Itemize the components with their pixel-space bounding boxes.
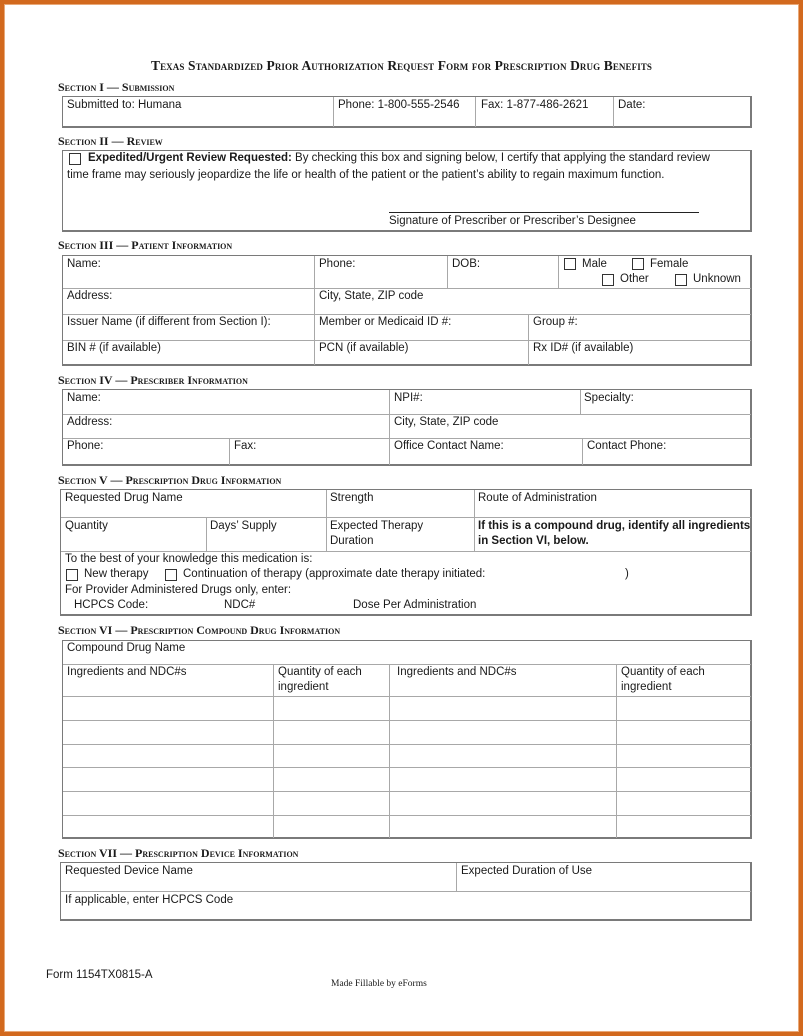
ndc-field[interactable]: NDC# <box>224 599 256 611</box>
divider <box>63 815 751 816</box>
continuation-close-paren: ) <box>625 568 629 580</box>
prescriber-city-field[interactable]: City, State, ZIP code <box>394 416 499 428</box>
divider <box>61 551 751 552</box>
divider <box>63 664 751 665</box>
other-label: Other <box>620 273 649 285</box>
section-2-heading: Section II — Review <box>58 134 163 148</box>
therapy-duration-label-2: Duration <box>330 535 374 547</box>
expedited-label: Expedited/Urgent Review Requested: <box>88 152 292 164</box>
divider <box>389 390 390 465</box>
divider <box>229 438 230 465</box>
form-title: Texas Standardized Prior Authorization Request Form for Prescription Drug Benefits <box>150 58 653 73</box>
ingredients-header-1: Ingredients and NDC#s <box>67 666 187 678</box>
divider <box>613 97 614 127</box>
compound-note-line-2: in Section VI, below. <box>478 535 589 547</box>
pcn-field[interactable]: PCN (if available) <box>319 342 409 354</box>
quantity-header-1a: Quantity of each <box>278 666 362 678</box>
unknown-checkbox[interactable] <box>675 274 687 286</box>
compound-note-line-1: If this is a compound drug, identify all ingredients <box>478 520 751 532</box>
quantity-header-2a: Quantity of each <box>621 666 705 678</box>
divider <box>474 490 475 551</box>
issuer-name-field[interactable]: Issuer Name (if different from Section I): <box>67 316 271 328</box>
strength-field[interactable]: Strength <box>330 492 374 504</box>
divider <box>63 438 751 439</box>
prescriber-phone-field[interactable]: Phone: <box>67 440 104 452</box>
patient-phone-field[interactable]: Phone: <box>319 258 356 270</box>
expected-duration-field[interactable]: Expected Duration of Use <box>461 865 593 877</box>
new-therapy-label: New therapy <box>84 568 149 580</box>
submission-fax-field[interactable]: Fax: 1-877-486-2621 <box>481 99 589 111</box>
specialty-field[interactable]: Specialty: <box>584 392 634 404</box>
device-hcpcs-field[interactable]: If applicable, enter HCPCS Code <box>65 894 234 906</box>
days-supply-field[interactable]: Days’ Supply <box>210 520 277 532</box>
divider <box>63 288 751 289</box>
submission-date-field[interactable]: Date: <box>618 99 646 111</box>
divider <box>333 97 334 127</box>
patient-address-field[interactable]: Address: <box>67 290 113 302</box>
divider <box>528 314 529 365</box>
ingredients-header-2: Ingredients and NDC#s <box>397 666 517 678</box>
expedited-description: By checking this box and signing below, I certify that applying the standard review <box>291 152 710 164</box>
divider <box>389 664 390 838</box>
member-id-field[interactable]: Member or Medicaid ID #: <box>319 316 452 328</box>
divider <box>63 314 751 315</box>
continuation-checkbox[interactable] <box>165 569 177 581</box>
requested-drug-name-field[interactable]: Requested Drug Name <box>65 492 183 504</box>
npi-field[interactable]: NPI#: <box>394 392 423 404</box>
divider <box>63 340 751 341</box>
divider <box>582 438 583 465</box>
divider <box>580 390 581 414</box>
divider <box>63 414 751 415</box>
prescriber-fax-field[interactable]: Fax: <box>234 440 257 452</box>
prescriber-name-field[interactable]: Name: <box>67 392 101 404</box>
divider <box>63 744 751 745</box>
other-checkbox[interactable] <box>602 274 614 286</box>
expedited-text-line-1 <box>88 152 710 164</box>
quantity-header-1b: ingredient <box>278 681 329 693</box>
divider <box>61 891 751 892</box>
quantity-header-2b: ingredient <box>621 681 672 693</box>
contact-phone-field[interactable]: Contact Phone: <box>587 440 667 452</box>
form-number: Form 1154TX0815-A <box>46 969 153 981</box>
group-number-field[interactable]: Group #: <box>533 316 578 328</box>
route-field[interactable]: Route of Administration <box>478 492 597 504</box>
signature-line[interactable] <box>389 212 699 213</box>
section-6-heading: Section VI — Prescription Compound Drug Information <box>58 623 341 637</box>
expedited-text-line-2: time frame may seriously jeopardize the life or health of the patient or the patient’s ability to regain maximum function. <box>67 169 665 181</box>
dose-per-admin-field[interactable]: Dose Per Administration <box>353 599 477 611</box>
divider <box>314 256 315 365</box>
divider <box>456 863 457 891</box>
signature-label: Signature of Prescriber or Prescriber’s Designee <box>389 215 636 227</box>
divider <box>273 664 274 838</box>
office-contact-field[interactable]: Office Contact Name: <box>394 440 504 452</box>
submitted-to-field[interactable]: Submitted to: Humana <box>67 99 182 111</box>
section-5-heading: Section V — Prescription Drug Information <box>58 473 282 487</box>
knowledge-label: To the best of your knowledge this medication is: <box>65 553 313 565</box>
female-label: Female <box>650 258 689 270</box>
divider <box>61 517 751 518</box>
quantity-field[interactable]: Quantity <box>65 520 108 532</box>
requested-device-name-field[interactable]: Requested Device Name <box>65 865 193 877</box>
submission-phone-field[interactable]: Phone: 1-800-555-2546 <box>338 99 460 111</box>
therapy-duration-label-1[interactable]: Expected Therapy <box>330 520 424 532</box>
divider <box>63 767 751 768</box>
patient-city-field[interactable]: City, State, ZIP code <box>319 290 424 302</box>
unknown-label: Unknown <box>693 273 741 285</box>
male-checkbox[interactable] <box>564 258 576 270</box>
divider <box>447 256 448 288</box>
made-fillable-note: Made Fillable by eForms <box>331 979 427 989</box>
female-checkbox[interactable] <box>632 258 644 270</box>
divider <box>63 791 751 792</box>
divider <box>475 97 476 127</box>
patient-dob-field[interactable]: DOB: <box>452 258 481 270</box>
new-therapy-checkbox[interactable] <box>66 569 78 581</box>
hcpcs-code-field[interactable]: HCPCS Code: <box>74 599 149 611</box>
section-3-heading: Section III — Patient Information <box>58 238 233 252</box>
section-4-heading: Section IV — Prescriber Information <box>58 373 248 387</box>
divider <box>63 720 751 721</box>
compound-drug-name-field[interactable]: Compound Drug Name <box>67 642 186 654</box>
patient-name-field[interactable]: Name: <box>67 258 101 270</box>
expedited-checkbox[interactable] <box>69 153 81 165</box>
continuation-label: Continuation of therapy (approximate date therapy initiated: <box>183 568 486 580</box>
rx-id-field[interactable]: Rx ID# (if available) <box>533 342 634 354</box>
divider <box>63 696 751 697</box>
section-1-heading: Section I — Submission <box>58 80 175 94</box>
divider <box>616 664 617 838</box>
divider <box>558 256 559 288</box>
section-7-heading: Section VII — Prescription Device Information <box>58 846 299 860</box>
bin-field[interactable]: BIN # (if available) <box>67 342 161 354</box>
divider <box>326 490 327 551</box>
male-label: Male <box>582 258 607 270</box>
divider <box>206 517 207 551</box>
prescriber-address-field[interactable]: Address: <box>67 416 113 428</box>
provider-admin-label: For Provider Administered Drugs only, enter: <box>65 584 292 596</box>
